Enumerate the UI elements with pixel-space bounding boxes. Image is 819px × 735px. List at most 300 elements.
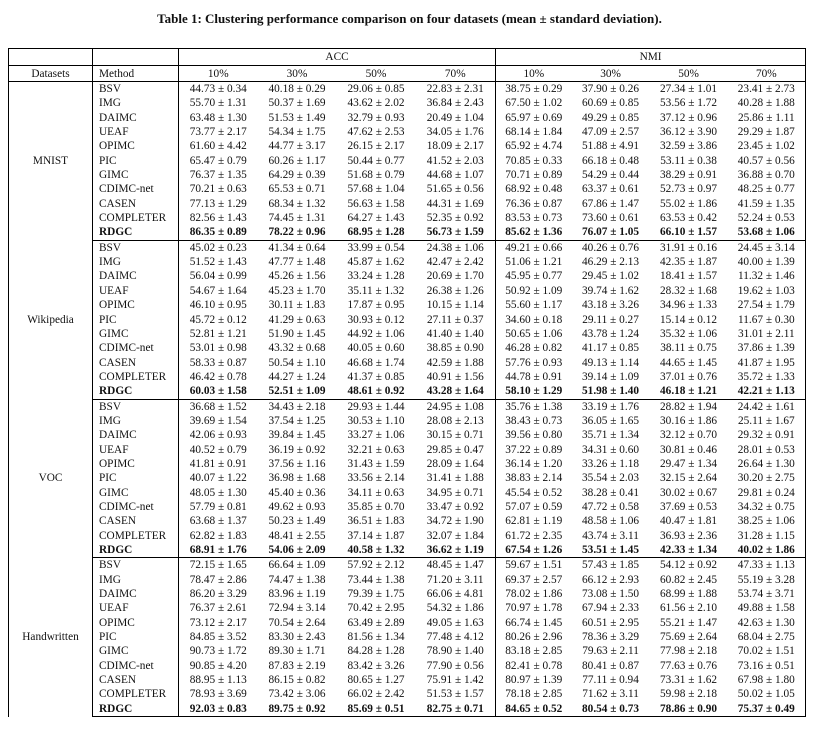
table-row — [9, 197, 806, 211]
table-row — [9, 154, 806, 168]
acc-cell: 41.40 ± 1.40 — [416, 327, 496, 341]
nmi-cell: 30.20 ± 2.75 — [728, 471, 806, 485]
acc-cell: 78.47 ± 2.86 — [189, 573, 247, 586]
method-name: COMPLETER — [93, 370, 179, 384]
acc-cell: 84.28 ± 1.28 — [347, 645, 405, 658]
acc-cell: 34.43 ± 2.18 — [268, 400, 326, 413]
nmi-cell: 84.65 ± 0.52 — [496, 702, 572, 717]
acc-cell: 37.14 ± 1.87 — [347, 529, 405, 542]
header-nmi-10: 10% — [496, 66, 572, 82]
nmi-cell: 27.54 ± 1.79 — [728, 298, 806, 312]
nmi-cell: 52.24 ± 0.53 — [728, 211, 806, 225]
nmi-cell: 68.04 ± 2.75 — [728, 630, 806, 644]
nmi-cell: 63.37 ± 0.61 — [582, 183, 640, 196]
method-name: CDIMC-net — [93, 500, 179, 514]
acc-cell: 44.27 ± 1.24 — [268, 370, 326, 383]
method-name: COMPLETER — [93, 529, 179, 543]
acc-cell: 54.67 ± 1.64 — [189, 284, 247, 297]
nmi-cell: 48.58 ± 1.06 — [582, 515, 640, 528]
acc-cell: 86.20 ± 3.29 — [189, 588, 247, 601]
acc-cell: 31.43 ± 1.59 — [347, 457, 405, 470]
nmi-cell: 55.21 ± 1.47 — [660, 616, 718, 629]
nmi-cell: 67.54 ± 1.26 — [496, 543, 572, 558]
nmi-cell: 57.43 ± 1.85 — [582, 559, 640, 572]
acc-cell: 90.73 ± 1.72 — [189, 645, 247, 658]
nmi-cell: 49.21 ± 0.66 — [505, 241, 563, 254]
table-row — [9, 139, 806, 153]
acc-cell: 17.87 ± 0.95 — [347, 299, 405, 312]
acc-cell: 89.75 ± 0.92 — [258, 702, 337, 717]
nmi-cell: 38.83 ± 2.14 — [505, 472, 563, 485]
nmi-cell: 83.53 ± 0.73 — [505, 212, 563, 225]
nmi-cell: 35.76 ± 1.38 — [505, 400, 563, 413]
method-name: UEAF — [93, 125, 179, 139]
acc-cell: 51.65 ± 0.56 — [416, 182, 496, 196]
acc-cell: 29.85 ± 0.47 — [416, 443, 496, 457]
acc-cell: 33.47 ± 0.92 — [416, 500, 496, 514]
acc-cell: 66.02 ± 2.42 — [347, 688, 405, 701]
header-nmi: NMI — [496, 49, 806, 66]
acc-cell: 45.26 ± 1.56 — [268, 270, 326, 283]
nmi-cell: 28.01 ± 0.53 — [728, 443, 806, 457]
nmi-cell: 29.47 ± 1.34 — [660, 457, 718, 470]
acc-cell: 77.48 ± 4.12 — [416, 630, 496, 644]
table-row — [9, 255, 806, 269]
nmi-cell: 37.90 ± 0.26 — [582, 83, 640, 95]
nmi-cell: 43.78 ± 1.24 — [582, 327, 640, 340]
acc-cell: 43.32 ± 0.68 — [268, 342, 326, 355]
method-name: PIC — [93, 471, 179, 485]
acc-cell: 36.62 ± 1.19 — [416, 543, 496, 558]
nmi-cell: 37.22 ± 0.89 — [505, 443, 563, 456]
acc-cell: 72.15 ± 1.65 — [189, 559, 247, 572]
nmi-cell: 76.07 ± 1.05 — [572, 225, 650, 240]
nmi-cell: 44.78 ± 0.91 — [505, 370, 563, 383]
acc-cell: 36.98 ± 1.68 — [268, 472, 326, 485]
acc-cell: 50.23 ± 1.49 — [268, 515, 326, 528]
nmi-cell: 36.05 ± 1.65 — [582, 414, 640, 427]
acc-cell: 35.85 ± 0.70 — [347, 500, 405, 513]
nmi-cell: 40.28 ± 1.88 — [728, 96, 806, 110]
acc-cell: 79.39 ± 1.75 — [347, 588, 405, 601]
nmi-cell: 55.19 ± 3.28 — [728, 573, 806, 587]
method-name: CDIMC-net — [93, 182, 179, 196]
acc-cell: 18.09 ± 2.17 — [416, 139, 496, 153]
nmi-cell: 37.86 ± 1.39 — [728, 341, 806, 355]
nmi-cell: 42.21 ± 1.13 — [728, 384, 806, 399]
acc-cell: 88.95 ± 1.13 — [189, 674, 247, 687]
acc-cell: 82.75 ± 0.71 — [416, 702, 496, 717]
nmi-cell: 73.16 ± 0.51 — [728, 659, 806, 673]
nmi-cell: 73.08 ± 1.50 — [582, 588, 640, 601]
acc-cell: 51.53 ± 1.57 — [416, 687, 496, 701]
acc-cell: 70.21 ± 0.63 — [189, 183, 247, 196]
nmi-cell: 23.45 ± 1.02 — [728, 139, 806, 153]
nmi-cell: 11.32 ± 1.46 — [728, 269, 806, 283]
method-name: PIC — [93, 154, 179, 168]
acc-cell: 70.42 ± 2.95 — [347, 602, 405, 615]
table-row — [9, 225, 806, 240]
acc-cell: 44.73 ± 0.34 — [189, 83, 247, 95]
acc-cell: 40.18 ± 0.29 — [268, 83, 326, 95]
method-name: CDIMC-net — [93, 341, 179, 355]
nmi-cell: 73.60 ± 0.61 — [582, 212, 640, 225]
method-name: DAIMC — [93, 587, 179, 601]
acc-cell: 46.10 ± 0.95 — [189, 299, 247, 312]
nmi-cell: 65.92 ± 4.74 — [505, 140, 563, 153]
acc-cell: 65.53 ± 0.71 — [268, 183, 326, 196]
nmi-cell: 38.75 ± 0.29 — [505, 83, 563, 95]
method-name: IMG — [93, 414, 179, 428]
acc-cell: 87.83 ± 2.19 — [268, 659, 326, 672]
nmi-cell: 70.02 ± 1.51 — [728, 644, 806, 658]
nmi-cell: 40.26 ± 0.76 — [582, 241, 640, 254]
acc-cell: 20.69 ± 1.70 — [416, 269, 496, 283]
acc-cell: 68.34 ± 1.32 — [268, 197, 326, 210]
acc-cell: 45.40 ± 0.36 — [268, 486, 326, 499]
acc-cell: 40.07 ± 1.22 — [189, 472, 247, 485]
nmi-cell: 62.81 ± 1.19 — [505, 515, 563, 528]
acc-cell: 73.77 ± 2.17 — [189, 126, 247, 139]
acc-cell: 68.91 ± 1.76 — [179, 543, 258, 558]
nmi-cell: 46.29 ± 2.13 — [582, 256, 640, 269]
nmi-cell: 24.42 ± 1.61 — [728, 399, 806, 414]
nmi-cell: 42.63 ± 1.30 — [728, 616, 806, 630]
method-name: RDGC — [93, 702, 179, 717]
method-name: OPIMC — [93, 457, 179, 471]
table-caption: Table 1: Clustering performance comparison on four datasets (mean ± standard deviation). — [157, 11, 662, 26]
nmi-cell: 78.02 ± 1.86 — [505, 588, 563, 601]
table-row — [9, 211, 806, 225]
nmi-cell: 83.18 ± 2.85 — [505, 645, 563, 658]
acc-cell: 48.05 ± 1.30 — [189, 486, 247, 499]
method-name: GIMC — [93, 168, 179, 182]
nmi-cell: 60.82 ± 2.45 — [660, 573, 718, 586]
method-name: CASEN — [93, 356, 179, 370]
nmi-cell: 29.45 ± 1.02 — [582, 270, 640, 283]
acc-cell: 34.95 ± 0.71 — [416, 486, 496, 500]
acc-cell: 39.84 ± 1.45 — [268, 429, 326, 442]
nmi-cell: 85.62 ± 1.36 — [496, 225, 572, 240]
method-name: DAIMC — [93, 428, 179, 442]
nmi-cell: 33.26 ± 1.18 — [582, 457, 640, 470]
acc-cell: 84.85 ± 3.52 — [189, 631, 247, 644]
acc-cell: 50.44 ± 0.77 — [347, 154, 405, 167]
nmi-cell: 60.51 ± 2.95 — [582, 616, 640, 629]
nmi-cell: 39.56 ± 0.80 — [505, 429, 563, 442]
dataset-name: MNIST — [9, 82, 93, 241]
nmi-cell: 80.54 ± 0.73 — [572, 702, 650, 717]
nmi-cell: 35.71 ± 1.34 — [582, 429, 640, 442]
nmi-cell: 78.36 ± 3.29 — [582, 631, 640, 644]
nmi-cell: 30.02 ± 0.67 — [660, 486, 718, 499]
acc-cell: 78.90 ± 1.40 — [416, 644, 496, 658]
acc-cell: 83.96 ± 1.19 — [268, 588, 326, 601]
nmi-cell: 41.87 ± 1.95 — [728, 356, 806, 370]
header-acc-10: 10% — [179, 66, 258, 82]
nmi-cell: 51.98 ± 1.40 — [572, 384, 650, 399]
header-nmi-50: 50% — [650, 66, 728, 82]
acc-cell: 57.79 ± 0.81 — [189, 500, 247, 513]
nmi-cell: 36.93 ± 2.36 — [660, 529, 718, 542]
acc-cell: 40.05 ± 0.60 — [347, 342, 405, 355]
acc-cell: 47.62 ± 2.53 — [347, 126, 405, 139]
nmi-cell: 52.73 ± 0.97 — [660, 183, 718, 196]
nmi-cell: 75.37 ± 0.49 — [728, 702, 806, 717]
acc-cell: 63.68 ± 1.37 — [189, 515, 247, 528]
acc-cell: 80.65 ± 1.27 — [347, 674, 405, 687]
method-name: IMG — [93, 255, 179, 269]
nmi-cell: 63.53 ± 0.42 — [660, 212, 718, 225]
acc-cell: 46.42 ± 0.78 — [189, 370, 247, 383]
nmi-cell: 55.02 ± 1.86 — [660, 197, 718, 210]
nmi-cell: 70.85 ± 0.33 — [505, 154, 563, 167]
method-name: BSV — [93, 399, 179, 414]
nmi-cell: 31.28 ± 1.15 — [728, 529, 806, 543]
method-name: IMG — [93, 96, 179, 110]
acc-cell: 44.68 ± 1.07 — [416, 168, 496, 182]
nmi-cell: 24.45 ± 3.14 — [728, 240, 806, 255]
acc-cell: 33.99 ± 0.54 — [347, 241, 405, 254]
results-table — [8, 48, 806, 717]
acc-cell: 48.61 ± 0.92 — [337, 384, 416, 399]
nmi-cell: 53.51 ± 1.45 — [572, 543, 650, 558]
nmi-cell: 65.97 ± 0.69 — [505, 111, 563, 124]
acc-cell: 40.58 ± 1.32 — [337, 543, 416, 558]
method-name: OPIMC — [93, 298, 179, 312]
table-row — [9, 587, 806, 601]
acc-cell: 77.13 ± 1.29 — [189, 197, 247, 210]
table-row — [9, 240, 806, 255]
acc-cell: 41.34 ± 0.64 — [268, 241, 326, 254]
nmi-cell: 51.88 ± 4.91 — [582, 140, 640, 153]
acc-cell: 41.37 ± 0.85 — [347, 370, 405, 383]
acc-cell: 29.93 ± 1.44 — [347, 400, 405, 413]
acc-cell: 34.11 ± 0.63 — [347, 486, 405, 499]
acc-cell: 66.64 ± 1.09 — [268, 559, 326, 572]
nmi-cell: 25.86 ± 1.11 — [728, 111, 806, 125]
nmi-cell: 40.57 ± 0.56 — [728, 154, 806, 168]
acc-cell: 45.72 ± 0.12 — [189, 313, 247, 326]
nmi-cell: 57.07 ± 0.59 — [505, 500, 563, 513]
acc-cell: 20.49 ± 1.04 — [416, 111, 496, 125]
nmi-cell: 53.68 ± 1.06 — [728, 225, 806, 240]
nmi-cell: 42.35 ± 1.87 — [660, 256, 718, 269]
header-acc-70: 70% — [416, 66, 496, 82]
acc-cell: 49.62 ± 0.93 — [268, 500, 326, 513]
acc-cell: 58.33 ± 0.87 — [189, 356, 247, 369]
acc-cell: 36.19 ± 0.92 — [268, 443, 326, 456]
table-row — [9, 529, 806, 543]
acc-cell: 36.68 ± 1.52 — [189, 400, 247, 413]
nmi-cell: 46.18 ± 1.21 — [650, 384, 728, 399]
acc-cell: 92.03 ± 0.83 — [179, 702, 258, 717]
dataset-name: Handwritten — [9, 558, 93, 717]
acc-cell: 35.11 ± 1.32 — [347, 284, 405, 297]
table-row — [9, 558, 806, 573]
acc-cell: 78.22 ± 0.96 — [258, 225, 337, 240]
acc-cell: 45.02 ± 0.23 — [189, 241, 247, 254]
nmi-cell: 42.33 ± 1.34 — [650, 543, 728, 558]
nmi-cell: 35.72 ± 1.33 — [728, 370, 806, 384]
acc-cell: 60.03 ± 1.58 — [179, 384, 258, 399]
acc-cell: 71.20 ± 3.11 — [416, 573, 496, 587]
nmi-cell: 59.98 ± 2.18 — [660, 688, 718, 701]
acc-cell: 45.87 ± 1.62 — [347, 256, 405, 269]
acc-cell: 26.38 ± 1.26 — [416, 284, 496, 298]
acc-cell: 57.92 ± 2.12 — [347, 559, 405, 572]
acc-cell: 50.54 ± 1.10 — [268, 356, 326, 369]
nmi-cell: 46.28 ± 0.82 — [505, 342, 563, 355]
acc-cell: 54.34 ± 1.75 — [268, 126, 326, 139]
nmi-cell: 28.82 ± 1.94 — [660, 400, 718, 413]
nmi-cell: 41.17 ± 0.85 — [582, 342, 640, 355]
acc-cell: 75.91 ± 1.42 — [416, 673, 496, 687]
method-name: RDGC — [93, 384, 179, 399]
acc-cell: 74.45 ± 1.31 — [268, 212, 326, 225]
nmi-cell: 40.00 ± 1.39 — [728, 255, 806, 269]
acc-cell: 64.27 ± 1.43 — [347, 212, 405, 225]
table-row — [9, 457, 806, 471]
nmi-cell: 58.10 ± 1.29 — [496, 384, 572, 399]
nmi-cell: 78.18 ± 2.85 — [505, 688, 563, 701]
acc-cell: 40.91 ± 1.56 — [416, 370, 496, 384]
acc-cell: 62.82 ± 1.83 — [189, 529, 247, 542]
nmi-cell: 80.41 ± 0.87 — [582, 659, 640, 672]
acc-cell: 33.27 ± 1.06 — [347, 429, 405, 442]
table-row — [9, 284, 806, 298]
acc-cell: 33.56 ± 2.14 — [347, 472, 405, 485]
nmi-cell: 67.86 ± 1.47 — [582, 197, 640, 210]
acc-cell: 63.49 ± 2.89 — [347, 616, 405, 629]
method-name: CASEN — [93, 673, 179, 687]
acc-cell: 37.56 ± 1.16 — [268, 457, 326, 470]
acc-cell: 42.59 ± 1.88 — [416, 356, 496, 370]
table-row — [9, 399, 806, 414]
acc-cell: 81.56 ± 1.34 — [347, 631, 405, 644]
nmi-cell: 36.12 ± 3.90 — [660, 126, 718, 139]
acc-cell: 90.85 ± 4.20 — [189, 659, 247, 672]
nmi-cell: 26.64 ± 1.30 — [728, 457, 806, 471]
nmi-cell: 31.01 ± 2.11 — [728, 327, 806, 341]
acc-cell: 48.45 ± 1.47 — [416, 558, 496, 573]
nmi-cell: 53.56 ± 1.72 — [660, 97, 718, 110]
nmi-cell: 38.43 ± 0.73 — [505, 414, 563, 427]
nmi-cell: 79.63 ± 2.11 — [582, 645, 639, 658]
nmi-cell: 67.50 ± 1.02 — [505, 97, 563, 110]
table-row — [9, 500, 806, 514]
nmi-cell: 29.11 ± 0.27 — [582, 313, 639, 326]
nmi-cell: 77.63 ± 0.76 — [660, 659, 718, 672]
acc-cell: 49.05 ± 1.63 — [416, 616, 496, 630]
acc-cell: 76.37 ± 2.61 — [189, 602, 247, 615]
method-name: PIC — [93, 313, 179, 327]
nmi-cell: 70.71 ± 0.89 — [505, 169, 563, 182]
nmi-cell: 66.18 ± 0.48 — [582, 154, 640, 167]
table-row — [9, 659, 806, 673]
method-name: UEAF — [93, 601, 179, 615]
nmi-cell: 34.96 ± 1.33 — [660, 299, 718, 312]
acc-cell: 29.06 ± 0.85 — [347, 83, 405, 95]
nmi-cell: 15.14 ± 0.12 — [660, 313, 718, 326]
method-name: IMG — [93, 573, 179, 587]
acc-cell: 30.93 ± 0.12 — [347, 313, 405, 326]
acc-cell: 27.11 ± 0.37 — [416, 313, 496, 327]
table-row — [9, 702, 806, 717]
nmi-cell: 18.41 ± 1.57 — [660, 270, 718, 283]
acc-cell: 42.47 ± 2.42 — [416, 255, 496, 269]
nmi-cell: 57.76 ± 0.93 — [505, 356, 563, 369]
table-row — [9, 644, 806, 658]
acc-cell: 63.48 ± 1.30 — [189, 111, 247, 124]
acc-cell: 61.60 ± 4.42 — [189, 140, 247, 153]
nmi-cell: 67.98 ± 1.80 — [728, 673, 806, 687]
method-name: GIMC — [93, 644, 179, 658]
table-row — [9, 182, 806, 196]
nmi-cell: 34.31 ± 0.60 — [582, 443, 640, 456]
nmi-cell: 60.69 ± 0.85 — [582, 97, 640, 110]
nmi-cell: 29.81 ± 0.24 — [728, 486, 806, 500]
acc-cell: 52.35 ± 0.92 — [416, 211, 496, 225]
method-name: RDGC — [93, 543, 179, 558]
nmi-cell: 53.74 ± 3.71 — [728, 587, 806, 601]
nmi-cell: 71.62 ± 3.11 — [582, 688, 639, 701]
dataset-name: Wikipedia — [9, 240, 93, 399]
acc-cell: 52.51 ± 1.09 — [258, 384, 337, 399]
table-row — [9, 356, 806, 370]
nmi-cell: 25.11 ± 1.67 — [728, 414, 806, 428]
nmi-cell: 50.65 ± 1.06 — [505, 327, 563, 340]
acc-cell: 31.41 ± 1.88 — [416, 471, 496, 485]
acc-cell: 78.93 ± 3.69 — [189, 688, 247, 701]
nmi-cell: 51.06 ± 1.21 — [505, 256, 563, 269]
method-name: CASEN — [93, 514, 179, 528]
acc-cell: 45.23 ± 1.70 — [268, 284, 326, 297]
acc-cell: 32.07 ± 1.84 — [416, 529, 496, 543]
method-name: DAIMC — [93, 269, 179, 283]
table-row — [9, 573, 806, 587]
table-row — [9, 96, 806, 110]
acc-cell: 68.95 ± 1.28 — [337, 225, 416, 240]
method-name: BSV — [93, 558, 179, 573]
nmi-cell: 29.32 ± 0.91 — [728, 428, 806, 442]
acc-cell: 43.62 ± 2.02 — [347, 97, 405, 110]
acc-cell: 34.05 ± 1.76 — [416, 125, 496, 139]
table-row — [9, 125, 806, 139]
method-name: GIMC — [93, 327, 179, 341]
nmi-cell: 78.86 ± 0.90 — [650, 702, 728, 717]
header-nmi-30: 30% — [572, 66, 650, 82]
nmi-cell: 40.02 ± 1.86 — [728, 543, 806, 558]
header-datasets: Datasets — [9, 66, 93, 82]
acc-cell: 44.31 ± 1.69 — [416, 197, 496, 211]
nmi-cell: 39.74 ± 1.62 — [582, 284, 640, 297]
method-name: UEAF — [93, 284, 179, 298]
nmi-cell: 45.54 ± 0.52 — [505, 486, 563, 499]
acc-cell: 65.47 ± 0.79 — [189, 154, 247, 167]
acc-cell: 52.81 ± 1.21 — [189, 327, 247, 340]
nmi-cell: 23.41 ± 2.73 — [728, 82, 806, 97]
acc-cell: 56.04 ± 0.99 — [189, 270, 247, 283]
acc-cell: 30.53 ± 1.10 — [347, 414, 405, 427]
acc-cell: 24.38 ± 1.06 — [416, 240, 496, 255]
acc-cell: 28.09 ± 1.64 — [416, 457, 496, 471]
table-row — [9, 443, 806, 457]
acc-cell: 26.15 ± 2.17 — [347, 140, 405, 153]
acc-cell: 53.01 ± 0.98 — [189, 342, 247, 355]
table-row — [9, 673, 806, 687]
nmi-cell: 40.47 ± 1.81 — [660, 515, 718, 528]
